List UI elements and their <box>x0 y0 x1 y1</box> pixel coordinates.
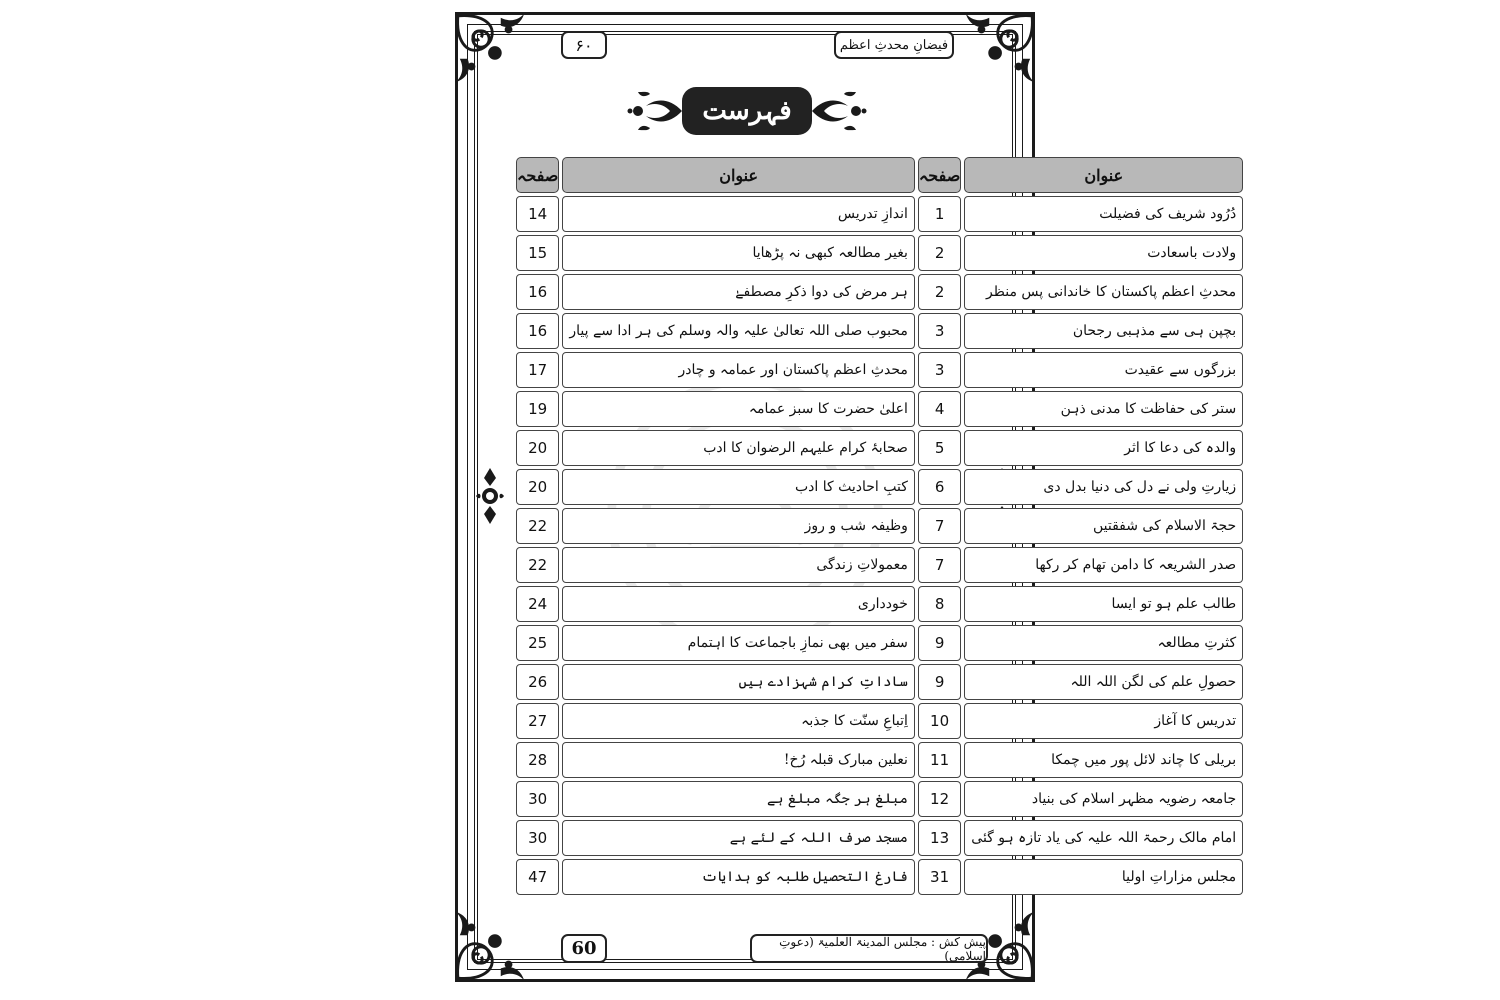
left-entry-page: 27 <box>516 703 559 739</box>
left-entry-page: 30 <box>516 781 559 817</box>
title-flourish-icon <box>810 88 868 134</box>
column-header-page: صفحہ <box>516 157 559 193</box>
right-entry-title: بریلی کا چاند لائل پور میں چمکا <box>964 742 1243 778</box>
header-book-title: فیضانِ محدثِ اعظم <box>834 31 954 59</box>
right-entry-title: ستر کی حفاظت کا مدنی ذہن <box>964 391 1243 427</box>
left-entry-title: خودداری <box>562 586 915 622</box>
left-entry-page: 26 <box>516 664 559 700</box>
right-entry-title: حصولِ علم کی لگن اللہ اللہ <box>964 664 1243 700</box>
left-entry-page: 28 <box>516 742 559 778</box>
right-entry-title: محدثِ اعظم پاکستان کا خاندانی پس منظر <box>964 274 1243 310</box>
column-header-title: عنوان <box>562 157 915 193</box>
right-entry-page: 3 <box>918 313 961 349</box>
right-entry-title: زیارتِ ولی نے دل کی دنیا بدل دی <box>964 469 1243 505</box>
toc-row <box>516 430 1243 466</box>
right-entry-title: کثرتِ مطالعہ <box>964 625 1243 661</box>
right-entry-title: دُرُود شریف کی فضیلت <box>964 196 1243 232</box>
left-entry-title: ساداتِ کرام شہزادے ہیں <box>562 664 915 700</box>
left-entry-title: اِتباعِ سنّت کا جذبہ <box>562 703 915 739</box>
right-entry-page: 2 <box>918 274 961 310</box>
right-entry-title: امام مالک رحمۃ اللہ علیہ کی یاد تازہ ہو گئی <box>964 820 1243 856</box>
right-entry-page: 6 <box>918 469 961 505</box>
toc-row <box>516 274 1243 310</box>
left-entry-page: 22 <box>516 508 559 544</box>
left-entry-page: 25 <box>516 625 559 661</box>
left-entry-page: 47 <box>516 859 559 895</box>
right-entry-page: 12 <box>918 781 961 817</box>
left-entry-page: 19 <box>516 391 559 427</box>
right-entry-page: 8 <box>918 586 961 622</box>
left-entry-page: 14 <box>516 196 559 232</box>
left-entry-title: اعلیٰ حضرت کا سبز عمامہ <box>562 391 915 427</box>
left-entry-title: مسجد صرف اللہ کے لئے ہے <box>562 820 915 856</box>
corner-ornament-icon <box>960 10 1038 88</box>
right-entry-title: ولادت باسعادت <box>964 235 1243 271</box>
toc-table <box>513 154 1246 898</box>
toc-row <box>516 820 1243 856</box>
left-entry-page: 22 <box>516 547 559 583</box>
left-entry-page: 16 <box>516 313 559 349</box>
column-header-page: صفحہ <box>918 157 961 193</box>
left-entry-title: فارغ التحصیل طلبہ کو ہدایات <box>562 859 915 895</box>
left-entry-title: محبوب صلی اللہ تعالیٰ علیہ والہ وسلم کی ہر ادا سے پیار <box>562 313 915 349</box>
right-entry-page: 5 <box>918 430 961 466</box>
left-entry-title: معمولاتِ زندگی <box>562 547 915 583</box>
title-flourish-icon <box>626 88 684 134</box>
right-entry-title: مجلس مزاراتِ اولیا <box>964 859 1243 895</box>
left-entry-title: نعلین مبارک قبلہ رُخ! <box>562 742 915 778</box>
corner-ornament-icon <box>452 906 530 984</box>
right-entry-page: 4 <box>918 391 961 427</box>
column-header-title: عنوان <box>964 157 1243 193</box>
left-entry-title: اندازِ تدریس <box>562 196 915 232</box>
page-title: فہرست <box>682 87 812 135</box>
toc-row <box>516 391 1243 427</box>
right-entry-title: حجۃ الاسلام کی شفقتیں <box>964 508 1243 544</box>
right-entry-page: 13 <box>918 820 961 856</box>
header-page-number: ۶۰ <box>561 31 607 59</box>
left-entry-title: مبلغ ہر جگہ مبلغ ہے <box>562 781 915 817</box>
toc-row <box>516 469 1243 505</box>
right-entry-page: 9 <box>918 625 961 661</box>
left-entry-title: محدثِ اعظم پاکستان اور عمامہ و چادر <box>562 352 915 388</box>
toc-row <box>516 235 1243 271</box>
right-entry-page: 3 <box>918 352 961 388</box>
left-entry-title: صحابۂ کرام علیہم الرضوان کا ادب <box>562 430 915 466</box>
right-entry-page: 7 <box>918 547 961 583</box>
toc-row <box>516 508 1243 544</box>
toc-row <box>516 625 1243 661</box>
left-entry-page: 16 <box>516 274 559 310</box>
left-entry-page: 17 <box>516 352 559 388</box>
left-entry-page: 20 <box>516 430 559 466</box>
right-entry-page: 31 <box>918 859 961 895</box>
left-entry-page: 30 <box>516 820 559 856</box>
right-entry-page: 2 <box>918 235 961 271</box>
footer-page-number: 60 <box>561 934 607 963</box>
right-entry-title: بزرگوں سے عقیدت <box>964 352 1243 388</box>
corner-ornament-icon <box>452 10 530 88</box>
left-entry-page: 24 <box>516 586 559 622</box>
toc-row <box>516 664 1243 700</box>
left-entry-title: سفر میں بھی نمازِ باجماعت کا اہتمام <box>562 625 915 661</box>
left-entry-title: وظیفہ شب و روز <box>562 508 915 544</box>
toc-row <box>516 703 1243 739</box>
left-entry-title: ہر مرض کی دوا ذکرِ مصطفےٰ <box>562 274 915 310</box>
toc-row <box>516 781 1243 817</box>
toc-row <box>516 352 1243 388</box>
right-entry-page: 1 <box>918 196 961 232</box>
right-entry-title: تدریس کا آغاز <box>964 703 1243 739</box>
toc-row <box>516 586 1243 622</box>
toc-row <box>516 547 1243 583</box>
right-entry-title: صدر الشریعہ کا دامن تھام کر رکھا <box>964 547 1243 583</box>
left-entry-title: کتبِ احادیث کا ادب <box>562 469 915 505</box>
toc-header-row <box>516 157 1243 193</box>
right-entry-title: والدہ کی دعا کا اثر <box>964 430 1243 466</box>
right-entry-title: جامعہ رضویہ مظہر اسلام کی بنیاد <box>964 781 1243 817</box>
right-entry-page: 9 <box>918 664 961 700</box>
right-entry-page: 11 <box>918 742 961 778</box>
footer-publisher: پیش کش : مجلس المدینۃ العلمیۃ (دعوتِ اسلامی) <box>750 934 988 963</box>
toc-row <box>516 196 1243 232</box>
toc-row <box>516 313 1243 349</box>
left-entry-page: 20 <box>516 469 559 505</box>
toc-row <box>516 742 1243 778</box>
right-entry-title: طالب علم ہو تو ایسا <box>964 586 1243 622</box>
left-entry-title: بغیر مطالعہ کبھی نہ پڑھایا <box>562 235 915 271</box>
left-entry-page: 15 <box>516 235 559 271</box>
right-entry-page: 10 <box>918 703 961 739</box>
side-ornament-icon <box>474 466 506 526</box>
toc-row <box>516 859 1243 895</box>
right-entry-page: 7 <box>918 508 961 544</box>
right-entry-title: بچپن ہی سے مذہبی رجحان <box>964 313 1243 349</box>
